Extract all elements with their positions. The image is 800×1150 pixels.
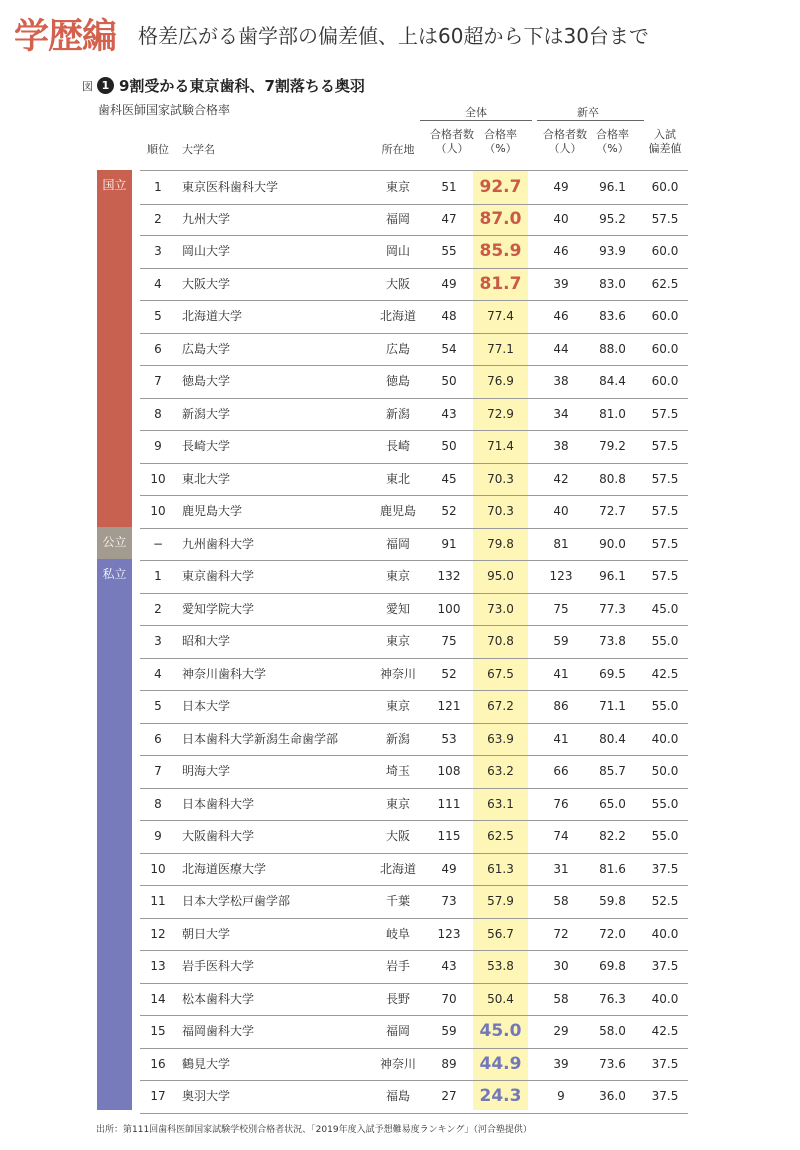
cell-location: 徳島 bbox=[385, 374, 410, 388]
cell-location: 福島 bbox=[385, 1089, 410, 1103]
cell-passers-new: 38 bbox=[553, 439, 569, 453]
cell-name: 長崎大学 bbox=[182, 439, 231, 453]
cell-passers-new: 59 bbox=[553, 634, 569, 648]
cell-rate: 72.9 bbox=[487, 406, 514, 421]
cell-location: 福岡 bbox=[385, 211, 410, 226]
cell-deviation: 40.0 bbox=[651, 926, 679, 941]
table-row bbox=[140, 430, 688, 464]
cell-rank: 1 bbox=[154, 180, 162, 194]
cell-rate-new: 69.5 bbox=[599, 666, 626, 681]
cell-passers-new: 58 bbox=[553, 894, 569, 908]
cell-name: 明海大学 bbox=[182, 764, 231, 778]
header bbox=[14, 8, 649, 60]
category-private-label: 私立 bbox=[102, 567, 127, 581]
cell-deviation: 37.5 bbox=[651, 959, 679, 973]
col-name: 大学名 bbox=[182, 143, 215, 156]
table-row bbox=[140, 788, 688, 822]
cell-passers: 89 bbox=[441, 1056, 457, 1071]
cell-passers-new: 38 bbox=[553, 374, 569, 388]
cell-deviation: 42.5 bbox=[651, 666, 679, 681]
table-row bbox=[140, 300, 688, 334]
cell-rank: 13 bbox=[150, 959, 166, 973]
cell-rate-new: 84.4 bbox=[599, 374, 626, 388]
cell-deviation: 60.0 bbox=[651, 244, 679, 258]
cell-rank: 4 bbox=[154, 276, 162, 291]
cell-passers: 45 bbox=[441, 471, 457, 486]
cell-rate-new: 88.0 bbox=[599, 341, 626, 356]
cell-rate: 61.3 bbox=[487, 861, 514, 876]
cell-name: 日本大学 bbox=[182, 699, 231, 713]
cell-name: 東京医科歯科大学 bbox=[182, 180, 279, 194]
cell-rank: 6 bbox=[154, 731, 162, 746]
cell-rate: 87.0 bbox=[479, 208, 522, 229]
cell-passers: 132 bbox=[437, 569, 461, 583]
cell-rank: 2 bbox=[154, 211, 162, 226]
table-row bbox=[140, 365, 688, 399]
cell-passers-new: 34 bbox=[553, 406, 569, 421]
cell-rate-new: 96.1 bbox=[599, 180, 626, 194]
cell-passers: 27 bbox=[441, 1089, 457, 1103]
table-row bbox=[140, 560, 688, 594]
cell-rate: 63.9 bbox=[487, 731, 514, 746]
cell-rate-new: 81.0 bbox=[599, 406, 626, 421]
cell-deviation: 57.5 bbox=[651, 471, 679, 486]
cell-deviation: 55.0 bbox=[651, 634, 679, 648]
col-deviation: 入試 偏差値 bbox=[648, 128, 682, 155]
cell-location: 東京 bbox=[385, 180, 410, 194]
cell-rate: 95.0 bbox=[487, 569, 514, 583]
cell-passers-new: 41 bbox=[553, 731, 569, 746]
cell-location: 埼玉 bbox=[385, 764, 410, 778]
cell-passers-new: 81 bbox=[553, 536, 569, 551]
cell-passers-new: 31 bbox=[553, 861, 569, 876]
cell-deviation: 57.5 bbox=[651, 569, 679, 583]
cell-passers: 100 bbox=[437, 601, 461, 616]
table-row bbox=[140, 755, 688, 789]
cell-rate: 45.0 bbox=[479, 1021, 522, 1041]
cell-rate-new: 80.8 bbox=[599, 471, 626, 486]
cell-location: 神奈川 bbox=[379, 666, 416, 681]
table-row bbox=[140, 528, 688, 562]
cell-name: 九州歯科大学 bbox=[182, 536, 255, 551]
cell-rate-new: 77.3 bbox=[599, 601, 626, 616]
cell-location: 北海道 bbox=[379, 861, 416, 876]
cell-rate-new: 95.2 bbox=[599, 211, 626, 226]
table-row bbox=[140, 853, 688, 887]
cell-rate-new: 65.0 bbox=[599, 796, 626, 811]
cell-rate: 63.2 bbox=[487, 764, 514, 778]
cell-rate-new: 85.7 bbox=[599, 764, 626, 778]
cell-passers-new: 39 bbox=[553, 276, 569, 291]
cell-rate: 70.8 bbox=[487, 634, 514, 648]
cell-deviation: 55.0 bbox=[651, 796, 679, 811]
cell-name: 岡山大学 bbox=[182, 244, 231, 258]
cell-rank: 5 bbox=[154, 699, 162, 713]
figure-label: 図 bbox=[82, 79, 93, 93]
cell-name: 東京歯科大学 bbox=[182, 569, 255, 583]
cell-rate-new: 83.0 bbox=[599, 276, 626, 291]
cell-rate-new: 71.1 bbox=[599, 699, 626, 713]
table-row bbox=[140, 235, 688, 269]
cell-name: 鶴見大学 bbox=[182, 1056, 231, 1071]
cell-rate: 63.1 bbox=[487, 796, 514, 811]
cell-location: 大阪 bbox=[385, 276, 410, 291]
cell-location: 東京 bbox=[385, 569, 410, 583]
cell-deviation: 62.5 bbox=[651, 276, 679, 291]
cell-passers-new: 86 bbox=[553, 699, 569, 713]
col-rate: 合格率 （%） bbox=[484, 128, 517, 155]
category-public bbox=[97, 527, 132, 559]
cell-deviation: 57.5 bbox=[651, 406, 679, 421]
col-rate-new: 合格率 （%） bbox=[596, 128, 629, 155]
cell-deviation: 57.5 bbox=[651, 504, 679, 518]
cell-rate: 67.5 bbox=[487, 666, 514, 681]
cell-deviation: 55.0 bbox=[651, 699, 679, 713]
cell-passers: 51 bbox=[441, 180, 457, 194]
cell-rate-new: 73.8 bbox=[599, 634, 626, 648]
cell-passers: 48 bbox=[441, 309, 457, 323]
cell-passers-new: 72 bbox=[553, 926, 569, 941]
cell-rate: 70.3 bbox=[487, 504, 514, 518]
cell-rank: 6 bbox=[154, 341, 162, 356]
cell-rank: − bbox=[152, 536, 164, 551]
cell-rate-new: 90.0 bbox=[599, 536, 626, 551]
cell-passers: 52 bbox=[441, 666, 457, 681]
table-row bbox=[140, 1015, 688, 1049]
group-underline-all bbox=[420, 120, 532, 121]
table-row bbox=[140, 625, 688, 659]
cell-rate: 79.8 bbox=[487, 536, 514, 551]
cell-rate-new: 81.6 bbox=[599, 861, 626, 876]
cell-rate: 92.7 bbox=[479, 177, 522, 197]
table-row bbox=[140, 203, 688, 237]
cell-rate-new: 72.0 bbox=[599, 926, 626, 941]
cell-deviation: 37.5 bbox=[651, 861, 679, 876]
cell-rank: 12 bbox=[150, 926, 166, 941]
cell-passers-new: 58 bbox=[553, 991, 569, 1006]
cell-rate: 62.5 bbox=[487, 829, 514, 843]
cell-deviation: 37.5 bbox=[651, 1056, 679, 1071]
table-row bbox=[140, 820, 688, 854]
group-underline-new bbox=[537, 120, 644, 121]
cell-name: 日本歯科大学新潟生命歯学部 bbox=[182, 731, 339, 746]
table-row bbox=[140, 1080, 688, 1114]
table-row bbox=[140, 1048, 688, 1082]
table-row bbox=[140, 398, 688, 432]
table-row bbox=[140, 593, 688, 627]
cell-location: 岐阜 bbox=[385, 926, 410, 941]
cell-rate: 53.8 bbox=[487, 959, 514, 973]
cell-passers: 43 bbox=[441, 959, 457, 973]
table-row bbox=[140, 268, 688, 302]
cell-name: 福岡歯科大学 bbox=[182, 1024, 255, 1038]
cell-rate: 56.7 bbox=[487, 926, 514, 941]
figure-number-badge: 1 bbox=[97, 77, 114, 94]
cell-passers: 91 bbox=[441, 536, 457, 551]
cell-rank: 16 bbox=[150, 1056, 166, 1071]
cell-rank: 11 bbox=[150, 894, 166, 908]
cell-passers-new: 75 bbox=[553, 601, 569, 616]
cell-deviation: 37.5 bbox=[651, 1089, 679, 1103]
cell-deviation: 40.0 bbox=[651, 731, 679, 746]
cell-location: 新潟 bbox=[385, 406, 410, 421]
cell-rate: 70.3 bbox=[487, 471, 514, 486]
cell-passers: 75 bbox=[441, 634, 457, 648]
cell-name: 新潟大学 bbox=[182, 406, 231, 421]
cell-rank: 10 bbox=[150, 504, 166, 518]
cell-rank: 14 bbox=[150, 991, 166, 1006]
cell-location: 新潟 bbox=[385, 731, 410, 746]
cell-rate: 77.4 bbox=[487, 309, 514, 323]
cell-deviation: 57.5 bbox=[651, 439, 679, 453]
cell-name: 鹿児島大学 bbox=[182, 504, 243, 518]
cell-passers-new: 46 bbox=[553, 244, 569, 258]
table-row bbox=[140, 463, 688, 497]
cell-passers: 59 bbox=[441, 1024, 457, 1038]
cell-location: 東北 bbox=[385, 471, 410, 486]
cell-rank: 5 bbox=[154, 309, 162, 323]
category-national bbox=[97, 170, 132, 527]
cell-deviation: 40.0 bbox=[651, 991, 679, 1006]
cell-rank: 9 bbox=[154, 829, 162, 843]
cell-location: 千葉 bbox=[385, 894, 410, 908]
cell-deviation: 42.5 bbox=[651, 1024, 679, 1038]
cell-location: 岡山 bbox=[385, 244, 410, 258]
cell-name: 愛知学院大学 bbox=[182, 601, 255, 616]
table-row bbox=[140, 983, 688, 1017]
cell-rate: 76.9 bbox=[487, 374, 514, 388]
cell-name: 徳島大学 bbox=[182, 374, 231, 388]
cell-name: 東北大学 bbox=[182, 471, 231, 486]
figure-title: 9割受かる東京歯科、7割落ちる奥羽 bbox=[119, 77, 365, 95]
cell-rate-new: 69.8 bbox=[599, 959, 626, 973]
cell-location: 東京 bbox=[385, 796, 410, 811]
header-tag: 学歴編 bbox=[14, 17, 117, 57]
cell-rate: 57.9 bbox=[487, 894, 514, 908]
cell-location: 北海道 bbox=[379, 309, 416, 323]
cell-deviation: 60.0 bbox=[651, 180, 679, 194]
cell-rate-new: 76.3 bbox=[599, 991, 626, 1006]
cell-passers-new: 49 bbox=[553, 180, 569, 194]
group-header-all: 全体 bbox=[465, 106, 487, 119]
cell-name: 日本歯科大学 bbox=[182, 796, 255, 811]
cell-rank: 7 bbox=[154, 374, 162, 388]
category-private bbox=[97, 559, 132, 1110]
cell-passers: 47 bbox=[441, 211, 457, 226]
cell-passers: 115 bbox=[437, 829, 461, 843]
col-passers-new: 合格者数 （人） bbox=[543, 128, 587, 155]
cell-rank: 7 bbox=[154, 764, 162, 778]
cell-location: 福岡 bbox=[385, 536, 410, 551]
cell-passers-new: 44 bbox=[553, 341, 569, 356]
cell-deviation: 55.0 bbox=[651, 829, 679, 843]
table-row bbox=[140, 658, 688, 692]
cell-rank: 3 bbox=[154, 244, 162, 258]
cell-rate-new: 72.7 bbox=[599, 504, 626, 518]
cell-rate-new: 79.2 bbox=[599, 439, 626, 453]
cell-location: 鹿児島 bbox=[379, 504, 416, 518]
cell-name: 広島大学 bbox=[182, 341, 231, 356]
cell-rate: 24.3 bbox=[479, 1086, 522, 1106]
cell-passers-new: 41 bbox=[553, 666, 569, 681]
cell-deviation: 60.0 bbox=[651, 309, 679, 323]
col-passers: 合格者数 （人） bbox=[430, 128, 474, 155]
cell-passers: 49 bbox=[441, 861, 457, 876]
header-title: 格差広がる歯学部の偏差値、上は60超から下は30台まで bbox=[138, 23, 649, 48]
cell-deviation: 57.5 bbox=[651, 211, 679, 226]
cell-location: 岩手 bbox=[385, 959, 410, 973]
cell-location: 東京 bbox=[385, 634, 410, 648]
cell-rank: 2 bbox=[154, 601, 162, 616]
cell-location: 愛知 bbox=[385, 601, 410, 616]
cell-passers: 73 bbox=[441, 894, 457, 908]
cell-name: 大阪歯科大学 bbox=[182, 829, 255, 843]
cell-name: 昭和大学 bbox=[182, 634, 231, 648]
cell-deviation: 50.0 bbox=[651, 764, 679, 778]
cell-passers-new: 123 bbox=[549, 569, 573, 583]
cell-deviation: 52.5 bbox=[651, 894, 679, 908]
cell-location: 広島 bbox=[385, 341, 410, 356]
cell-passers: 50 bbox=[441, 439, 457, 453]
cell-rate-new: 96.1 bbox=[599, 569, 626, 583]
cell-rank: 9 bbox=[154, 439, 162, 453]
cell-passers-new: 9 bbox=[557, 1089, 565, 1103]
cell-passers-new: 66 bbox=[553, 764, 569, 778]
cell-name: 岩手医科大学 bbox=[182, 959, 255, 973]
cell-passers: 55 bbox=[441, 244, 457, 258]
cell-rate-new: 59.8 bbox=[599, 894, 626, 908]
cell-rate-new: 73.6 bbox=[599, 1056, 626, 1071]
table-row bbox=[140, 723, 688, 757]
cell-location: 長崎 bbox=[385, 439, 410, 453]
cell-passers: 54 bbox=[441, 341, 457, 356]
cell-name: 北海道医療大学 bbox=[182, 861, 267, 876]
cell-location: 神奈川 bbox=[379, 1056, 416, 1071]
group-header-new: 新卒 bbox=[577, 106, 599, 119]
cell-rate: 73.0 bbox=[487, 601, 514, 616]
cell-passers-new: 30 bbox=[553, 959, 569, 973]
cell-rate-new: 58.0 bbox=[599, 1024, 626, 1038]
category-national-label: 国立 bbox=[102, 178, 127, 192]
cell-name: 日本大学松戸歯学部 bbox=[182, 894, 291, 908]
cell-passers: 49 bbox=[441, 276, 457, 291]
cell-rate: 71.4 bbox=[487, 439, 514, 453]
cell-rate: 44.9 bbox=[479, 1053, 522, 1074]
cell-name: 北海道大学 bbox=[182, 309, 243, 323]
table-row bbox=[140, 333, 688, 367]
cell-deviation: 60.0 bbox=[651, 341, 679, 356]
cell-passers-new: 74 bbox=[553, 829, 569, 843]
cell-rate: 67.2 bbox=[487, 699, 514, 713]
cell-passers-new: 40 bbox=[553, 504, 569, 518]
cell-rate: 81.7 bbox=[479, 273, 522, 294]
cell-passers: 50 bbox=[441, 374, 457, 388]
cell-name: 松本歯科大学 bbox=[182, 991, 255, 1006]
table-row bbox=[140, 885, 688, 919]
table-row bbox=[140, 950, 688, 984]
cell-rank: 17 bbox=[150, 1089, 166, 1103]
table-row bbox=[140, 690, 688, 724]
cell-rank: 10 bbox=[150, 471, 166, 486]
cell-rank: 10 bbox=[150, 861, 166, 876]
cell-passers: 111 bbox=[437, 796, 461, 811]
category-public-label: 公立 bbox=[102, 535, 127, 549]
figure-subtitle: 歯科医師国家試験合格率 bbox=[98, 103, 231, 117]
cell-rank: 4 bbox=[154, 666, 162, 681]
cell-passers-new: 39 bbox=[553, 1056, 569, 1071]
cell-rate-new: 36.0 bbox=[599, 1089, 626, 1103]
cell-rank: 3 bbox=[154, 634, 162, 648]
cell-rate: 50.4 bbox=[487, 991, 514, 1006]
col-location: 所在地 bbox=[381, 143, 415, 156]
cell-location: 大阪 bbox=[385, 829, 410, 843]
cell-passers: 70 bbox=[441, 991, 457, 1006]
cell-name: 神奈川歯科大学 bbox=[182, 666, 267, 681]
cell-rank: 15 bbox=[150, 1024, 166, 1038]
cell-passers: 108 bbox=[437, 764, 461, 778]
cell-name: 奥羽大学 bbox=[182, 1089, 231, 1103]
cell-deviation: 57.5 bbox=[651, 536, 679, 551]
source-note: 出所：第111回歯科医師国家試験学校別合格者状況、「2019年度入試予想難易度ランキング」（河合塾提供） bbox=[96, 1125, 532, 1135]
cell-rank: 8 bbox=[154, 406, 162, 421]
cell-passers-new: 46 bbox=[553, 309, 569, 323]
table-row bbox=[140, 170, 688, 205]
cell-passers: 123 bbox=[437, 926, 461, 941]
cell-location: 長野 bbox=[385, 991, 410, 1006]
cell-rank: 8 bbox=[154, 796, 162, 811]
cell-passers-new: 29 bbox=[553, 1024, 569, 1038]
cell-rate: 85.9 bbox=[479, 241, 522, 261]
cell-name: 大阪大学 bbox=[182, 276, 231, 291]
cell-passers: 43 bbox=[441, 406, 457, 421]
cell-name: 九州大学 bbox=[182, 211, 231, 226]
cell-location: 東京 bbox=[385, 699, 410, 713]
col-rank: 順位 bbox=[147, 143, 169, 156]
cell-location: 福岡 bbox=[385, 1024, 410, 1038]
table-row bbox=[140, 918, 688, 952]
cell-name: 朝日大学 bbox=[182, 926, 231, 941]
cell-rank: 1 bbox=[154, 569, 162, 583]
cell-passers: 53 bbox=[441, 731, 457, 746]
figure-caption bbox=[82, 75, 365, 96]
cell-passers-new: 40 bbox=[553, 211, 569, 226]
cell-deviation: 45.0 bbox=[651, 601, 679, 616]
cell-rate: 77.1 bbox=[487, 341, 514, 356]
table-row bbox=[140, 495, 688, 529]
cell-deviation: 60.0 bbox=[651, 374, 679, 388]
cell-rate-new: 80.4 bbox=[599, 731, 626, 746]
cell-passers-new: 42 bbox=[553, 471, 569, 486]
cell-passers: 121 bbox=[437, 699, 461, 713]
cell-passers: 52 bbox=[441, 504, 457, 518]
cell-rate-new: 93.9 bbox=[599, 244, 626, 258]
cell-rate-new: 82.2 bbox=[599, 829, 626, 843]
cell-passers-new: 76 bbox=[553, 796, 569, 811]
cell-rate-new: 83.6 bbox=[599, 309, 626, 323]
